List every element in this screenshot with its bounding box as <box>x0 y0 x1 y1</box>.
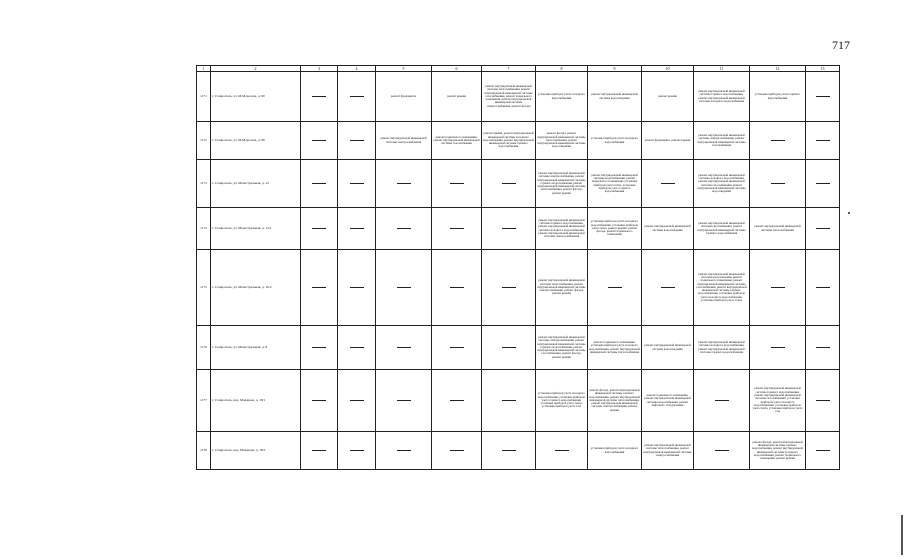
table-row <box>197 160 840 208</box>
row-number: 1172 <box>197 122 211 160</box>
work-type-text: установка приборов учета горячего водоснабжения <box>754 92 801 100</box>
dash-mark <box>502 228 516 229</box>
empty-dash-cell <box>482 250 536 326</box>
dash-mark <box>608 287 622 288</box>
dash-mark <box>312 450 326 451</box>
work-type-cell <box>642 72 694 122</box>
work-type-cell <box>536 370 588 432</box>
work-type-text: ремонт фундамента <box>390 93 417 98</box>
dash-mark <box>502 183 516 184</box>
work-type-cell <box>694 250 750 326</box>
work-type-cell <box>694 72 750 122</box>
work-type-cell <box>588 208 642 250</box>
table-row <box>197 432 840 470</box>
dash-mark <box>816 400 830 401</box>
dash-mark <box>816 183 830 184</box>
work-type-cell <box>536 208 588 250</box>
dash-mark <box>450 450 464 451</box>
page-number: 717 <box>832 38 850 52</box>
column-header: 1 <box>197 66 211 72</box>
work-type-text: ремонт внутридомовой инженерной системы газоснабжения, ремонт внутридомовой инженерной системы горячего водоснабжения <box>697 220 746 235</box>
work-type-text: ремонт внутридомовой инженерной системы теплоснабжения, ремонт внутридомовой инженерной системы электроснабжения <box>643 442 692 457</box>
empty-dash-cell <box>338 72 376 122</box>
work-type-cell <box>376 72 432 122</box>
empty-dash-cell <box>432 326 482 370</box>
work-type-text: установка приборов учета холодного водоснабжения, установка приборов учета горячего водоснабжения, установка приборов учета тепла, установка приборов учета газа <box>537 391 586 409</box>
empty-dash-cell <box>432 208 482 250</box>
work-type-text: ремонт фасада, ремонт внутридомовой инженерной системы теплоснабжения, ремонт внутридомовой инженерной системы водоотведения <box>537 131 586 149</box>
dash-mark <box>397 287 411 288</box>
dash-mark <box>350 96 364 97</box>
column-header: 8 <box>536 66 588 72</box>
work-type-cell <box>694 160 750 208</box>
empty-dash-cell <box>338 250 376 326</box>
work-type-cell <box>482 122 536 160</box>
dash-mark <box>350 228 364 229</box>
capital-repair-table <box>196 65 840 470</box>
empty-dash-cell <box>338 370 376 432</box>
dash-mark <box>715 450 729 451</box>
work-type-text: ремонт фундамента, ремонт крыши <box>644 137 691 142</box>
address-cell: г. Ставрополь, пер. Макарова, д. 18/2 <box>211 432 301 470</box>
work-type-cell <box>588 122 642 160</box>
work-type-cell <box>588 326 642 370</box>
work-type-text: ремонт внутридомовой инженерной системы теплоснабжения, ремонт внутридомовой инженерной системы электроснабжения, ремонт фасада, ремонт крыши <box>537 278 586 296</box>
row-number: 1178 <box>197 432 211 470</box>
empty-dash-cell <box>806 208 840 250</box>
empty-dash-cell <box>338 160 376 208</box>
dash-mark <box>350 400 364 401</box>
empty-dash-cell <box>694 370 750 432</box>
work-type-cell <box>588 72 642 122</box>
empty-dash-cell <box>536 432 588 470</box>
work-type-cell <box>536 326 588 370</box>
dash-mark <box>816 140 830 141</box>
dash-mark <box>771 140 785 141</box>
dash-mark <box>771 347 785 348</box>
work-type-text: ремонт внутридомовой инженерной системы водоотведения <box>644 224 691 232</box>
dash-mark <box>350 287 364 288</box>
work-type-cell <box>750 432 806 470</box>
table-row <box>197 370 840 432</box>
empty-dash-cell <box>301 208 338 250</box>
empty-dash-cell <box>376 370 432 432</box>
empty-dash-cell <box>376 160 432 208</box>
empty-dash-cell <box>432 432 482 470</box>
column-header: 9 <box>588 66 642 72</box>
empty-dash-cell <box>806 250 840 326</box>
dash-mark <box>350 183 364 184</box>
dash-mark <box>450 228 464 229</box>
column-header: 10 <box>642 66 694 72</box>
empty-dash-cell <box>482 370 536 432</box>
column-header: 13 <box>806 66 840 72</box>
work-type-text: ремонт крыши <box>447 93 466 98</box>
work-type-cell <box>588 370 642 432</box>
empty-dash-cell <box>376 432 432 470</box>
dash-mark <box>816 228 830 229</box>
work-type-cell <box>642 432 694 470</box>
address-cell: г. Ставрополь, ул. М.Морозова, д. 90 <box>211 72 301 122</box>
row-number: 1175 <box>197 250 211 326</box>
empty-dash-cell <box>806 326 840 370</box>
work-type-text: ремонт внутридомовой инженерной системы водоотведения <box>591 92 638 100</box>
column-header: 11 <box>694 66 750 72</box>
empty-dash-cell <box>750 122 806 160</box>
work-type-text: установка приборов учета холодного водоснабжения <box>590 446 639 454</box>
dash-mark <box>350 450 364 451</box>
table-row <box>197 72 840 122</box>
dash-mark <box>715 400 729 401</box>
dash-mark <box>502 400 516 401</box>
empty-dash-cell <box>338 326 376 370</box>
work-type-text: ремонт подвального помещения, установка приборов учета холодного водоснабжения, ремонт внутридомовой инженерной системы теплоснабжения <box>589 339 640 354</box>
work-type-text: ремонт внутридомовой инженерной системы электроснабжения <box>380 136 427 144</box>
work-type-cell <box>376 122 432 160</box>
dash-mark <box>771 287 785 288</box>
dash-mark <box>816 347 830 348</box>
dash-mark <box>350 347 364 348</box>
work-type-text: ремонт внутридомовой инженерной системы горячего водоснабжения, ремонт внутридомовой инженерной системы холодного водоснабжения, ремонт внутридомовой инженерной системы электроснабжения <box>538 217 585 239</box>
work-type-cell <box>536 160 588 208</box>
work-type-cell <box>536 250 588 326</box>
dash-mark <box>397 400 411 401</box>
column-header: 6 <box>432 66 482 72</box>
dash-mark <box>502 450 516 451</box>
empty-dash-cell <box>806 72 840 122</box>
work-type-cell <box>536 72 588 122</box>
work-type-text: ремонт подвального помещения, ремонт внутридомовой инженерной системы газоснабжения <box>433 134 480 146</box>
empty-dash-cell <box>750 326 806 370</box>
empty-dash-cell <box>432 250 482 326</box>
work-type-text: ремонт внутридомовой инженерной системы горячего водоснабжения, ремонт внутридомовой инженерной системы газоснабжения, установка приборов учета холодного водоснабжения, установка приборов учета тепла, установка приборов учета газа <box>752 386 803 414</box>
address-cell: г. Ставрополь, ул. Магистральная, д. 16/2 <box>211 250 301 326</box>
empty-dash-cell <box>301 122 338 160</box>
dash-mark <box>450 347 464 348</box>
work-type-text: установка приборов учета холодного водоснабжения, установка приборов учета тепла, ремонт крыши, ремонт фасада, ремонт подвального помещения <box>590 219 639 237</box>
dash-mark <box>661 183 675 184</box>
empty-dash-cell <box>806 122 840 160</box>
column-header: 12 <box>750 66 806 72</box>
address-cell: г. Ставрополь, ул. Магистральная, д. 8 <box>211 326 301 370</box>
work-type-text: установка приборов учета холодного водоснабжения <box>537 92 586 100</box>
work-type-text: ремонт крыши, ремонт внутридомовой инженерной системы холодного водоснабжения, ремонт внутридомовой инженерной системы горячего водоснабжения <box>483 131 534 149</box>
scan-margin-mark <box>901 515 903 555</box>
empty-dash-cell <box>432 370 482 432</box>
scan-margin-mark <box>848 212 850 214</box>
dash-mark <box>312 183 326 184</box>
empty-dash-cell <box>806 370 840 432</box>
row-number: 1173 <box>197 160 211 208</box>
empty-dash-cell <box>376 250 432 326</box>
work-type-cell <box>536 122 588 160</box>
empty-dash-cell <box>338 432 376 470</box>
work-type-cell <box>694 208 750 250</box>
work-type-text: ремонт внутридомовой инженерной системы горячего водоснабжения, ремонт внутридомовой инженерной системы холодного водоснабжения <box>698 88 745 103</box>
work-type-text: ремонт внутридомовой инженерной системы электроснабжения, ремонт внутридомовой инженерной системы горячего водоснабжения, ремонт внутридомовой инженерной системы теплоснабжения, ремонт фасада, ремонт крыши <box>537 170 586 195</box>
dash-mark <box>450 287 464 288</box>
column-header: 3 <box>301 66 338 72</box>
empty-dash-cell <box>642 250 694 326</box>
table-row <box>197 208 840 250</box>
empty-dash-cell <box>750 250 806 326</box>
empty-dash-cell <box>588 250 642 326</box>
work-type-cell <box>642 122 694 160</box>
work-type-text: ремонт внутридомовой инженерной системы электроснабжения, ремонт внутридомовой инженерной системы горячего водоснабжения, ремонт внутридомовой инженерной системы газоснабжения, ремонт фасада, ремонт крыши <box>537 334 586 359</box>
empty-dash-cell <box>338 122 376 160</box>
column-header: 4 <box>338 66 376 72</box>
dash-mark <box>450 183 464 184</box>
work-type-text: ремонт внутридомовой инженерной системы холодного водоснабжения, ремонт внутридомовой инженерной системы горячего водоснабжения <box>698 339 745 354</box>
empty-dash-cell <box>301 432 338 470</box>
work-type-cell <box>432 122 482 160</box>
column-header: 2 <box>211 66 301 72</box>
work-type-text: ремонт внутридомовой инженерной системы холодного водоснабжения, ремонт внутридомовой инженерной системы газоснабжения, ремонт внутридомовой инженерной системы водоотведения <box>697 172 746 194</box>
column-header: 5 <box>376 66 432 72</box>
dash-mark <box>555 450 569 451</box>
column-header: 7 <box>482 66 536 72</box>
dash-mark <box>312 96 326 97</box>
dash-mark <box>450 400 464 401</box>
dash-mark <box>312 287 326 288</box>
empty-dash-cell <box>301 160 338 208</box>
work-type-cell <box>642 326 694 370</box>
work-type-text: ремонт внутридомовой инженерной системы электроснабжения, ремонт внутридомовой инженерной системы газоснабжения <box>697 132 746 147</box>
work-type-text: ремонт внутридомовой инженерной системы теплоснабжения, ремонт внутридомовой инженерной системы газоснабжения, ремонт подвального помещения, ремонт внутридомовой инженерной системы электроснабжения, ремонт фасада <box>484 83 533 108</box>
dash-mark <box>312 228 326 229</box>
empty-dash-cell <box>482 160 536 208</box>
work-type-text: установка приборов учета холодного водоснабжения <box>590 136 639 144</box>
empty-dash-cell <box>482 432 536 470</box>
work-type-text: ремонт фасада, ремонт внутридомовой инженерной системы горячего водоснабжения, ремонт внутридомовой инженерной системы теплоснабжения, ремонт внутридомовой инженерной системы электроснабжения, ремонт крыши <box>589 387 640 412</box>
dash-mark <box>312 140 326 141</box>
empty-dash-cell <box>806 160 840 208</box>
dash-mark <box>312 347 326 348</box>
table-body <box>197 66 840 470</box>
dash-mark <box>397 183 411 184</box>
empty-dash-cell <box>301 250 338 326</box>
empty-dash-cell <box>432 160 482 208</box>
work-type-cell <box>432 72 482 122</box>
dash-mark <box>816 287 830 288</box>
work-type-cell <box>588 432 642 470</box>
dash-mark <box>816 96 830 97</box>
dash-mark <box>350 140 364 141</box>
work-type-text: ремонт внутридомовой инженерной системы водоотведения, ремонт подвального помещения, ремонт внутридомовой инженерной системы газоснабжения, ремонт внутридомовой инженерной системы горячего водоснабжения, установка приборов учета холодного водоснабжения, установка приборов учета тепла <box>696 271 747 303</box>
work-type-text: ремонт фасада, ремонт внутридомовой инженерной системы горячего водоснабжения, ремонт внутридомовой инженерной системы холодного водоснабжения, ремонт подвального помещения, ремонт крыши <box>752 439 803 461</box>
work-type-text: ремонт подвального помещения, ремонт внутридомовой инженерной системы водоснабжения, ремонт лифтового оборудования <box>644 392 691 407</box>
empty-dash-cell <box>806 432 840 470</box>
dash-mark <box>771 183 785 184</box>
dash-mark <box>502 287 516 288</box>
dash-mark <box>816 450 830 451</box>
dash-mark <box>397 450 411 451</box>
work-type-text: ремонт крыши <box>658 93 677 98</box>
work-type-cell <box>694 122 750 160</box>
table-row <box>197 122 840 160</box>
empty-dash-cell <box>750 160 806 208</box>
work-type-cell <box>694 326 750 370</box>
work-type-text: ремонт внутридомовой инженерной системы водоснабжения, ремонт подвального помещения, установка приборов учета тепла, установка приборов учета горячего водоснабжения <box>591 172 638 194</box>
table-row <box>197 326 840 370</box>
dash-mark <box>397 347 411 348</box>
work-type-cell <box>750 208 806 250</box>
work-type-cell <box>482 72 536 122</box>
work-type-text: ремонт внутридомовой инженерной системы водоотведения <box>644 343 691 351</box>
empty-dash-cell <box>301 326 338 370</box>
empty-dash-cell <box>482 326 536 370</box>
address-cell: г. Ставрополь, ул. Магистральная, д. 12 <box>211 160 301 208</box>
work-type-cell <box>642 370 694 432</box>
work-type-cell <box>588 160 642 208</box>
row-number: 1176 <box>197 326 211 370</box>
work-type-text: ремонт внутридомовой инженерной системы теплоснабжения <box>754 224 801 232</box>
empty-dash-cell <box>376 208 432 250</box>
empty-dash-cell <box>338 208 376 250</box>
table-row <box>197 250 840 326</box>
work-type-cell <box>642 208 694 250</box>
address-cell: г. Ставрополь, пер. Макарова, д. 18/1 <box>211 370 301 432</box>
row-number: 1171 <box>197 72 211 122</box>
address-cell: г. Ставрополь, ул. М.Морозова, д. 96 <box>211 122 301 160</box>
dash-mark <box>661 287 675 288</box>
empty-dash-cell <box>301 72 338 122</box>
dash-mark <box>312 400 326 401</box>
row-number: 1177 <box>197 370 211 432</box>
work-type-cell <box>750 72 806 122</box>
dash-mark <box>502 347 516 348</box>
empty-dash-cell <box>642 160 694 208</box>
address-cell: г. Ставрополь, ул. Магистральная, д. 14/1 <box>211 208 301 250</box>
empty-dash-cell <box>376 326 432 370</box>
dash-mark <box>397 228 411 229</box>
empty-dash-cell <box>301 370 338 432</box>
row-number: 1174 <box>197 208 211 250</box>
empty-dash-cell <box>694 432 750 470</box>
work-type-cell <box>750 370 806 432</box>
empty-dash-cell <box>482 208 536 250</box>
